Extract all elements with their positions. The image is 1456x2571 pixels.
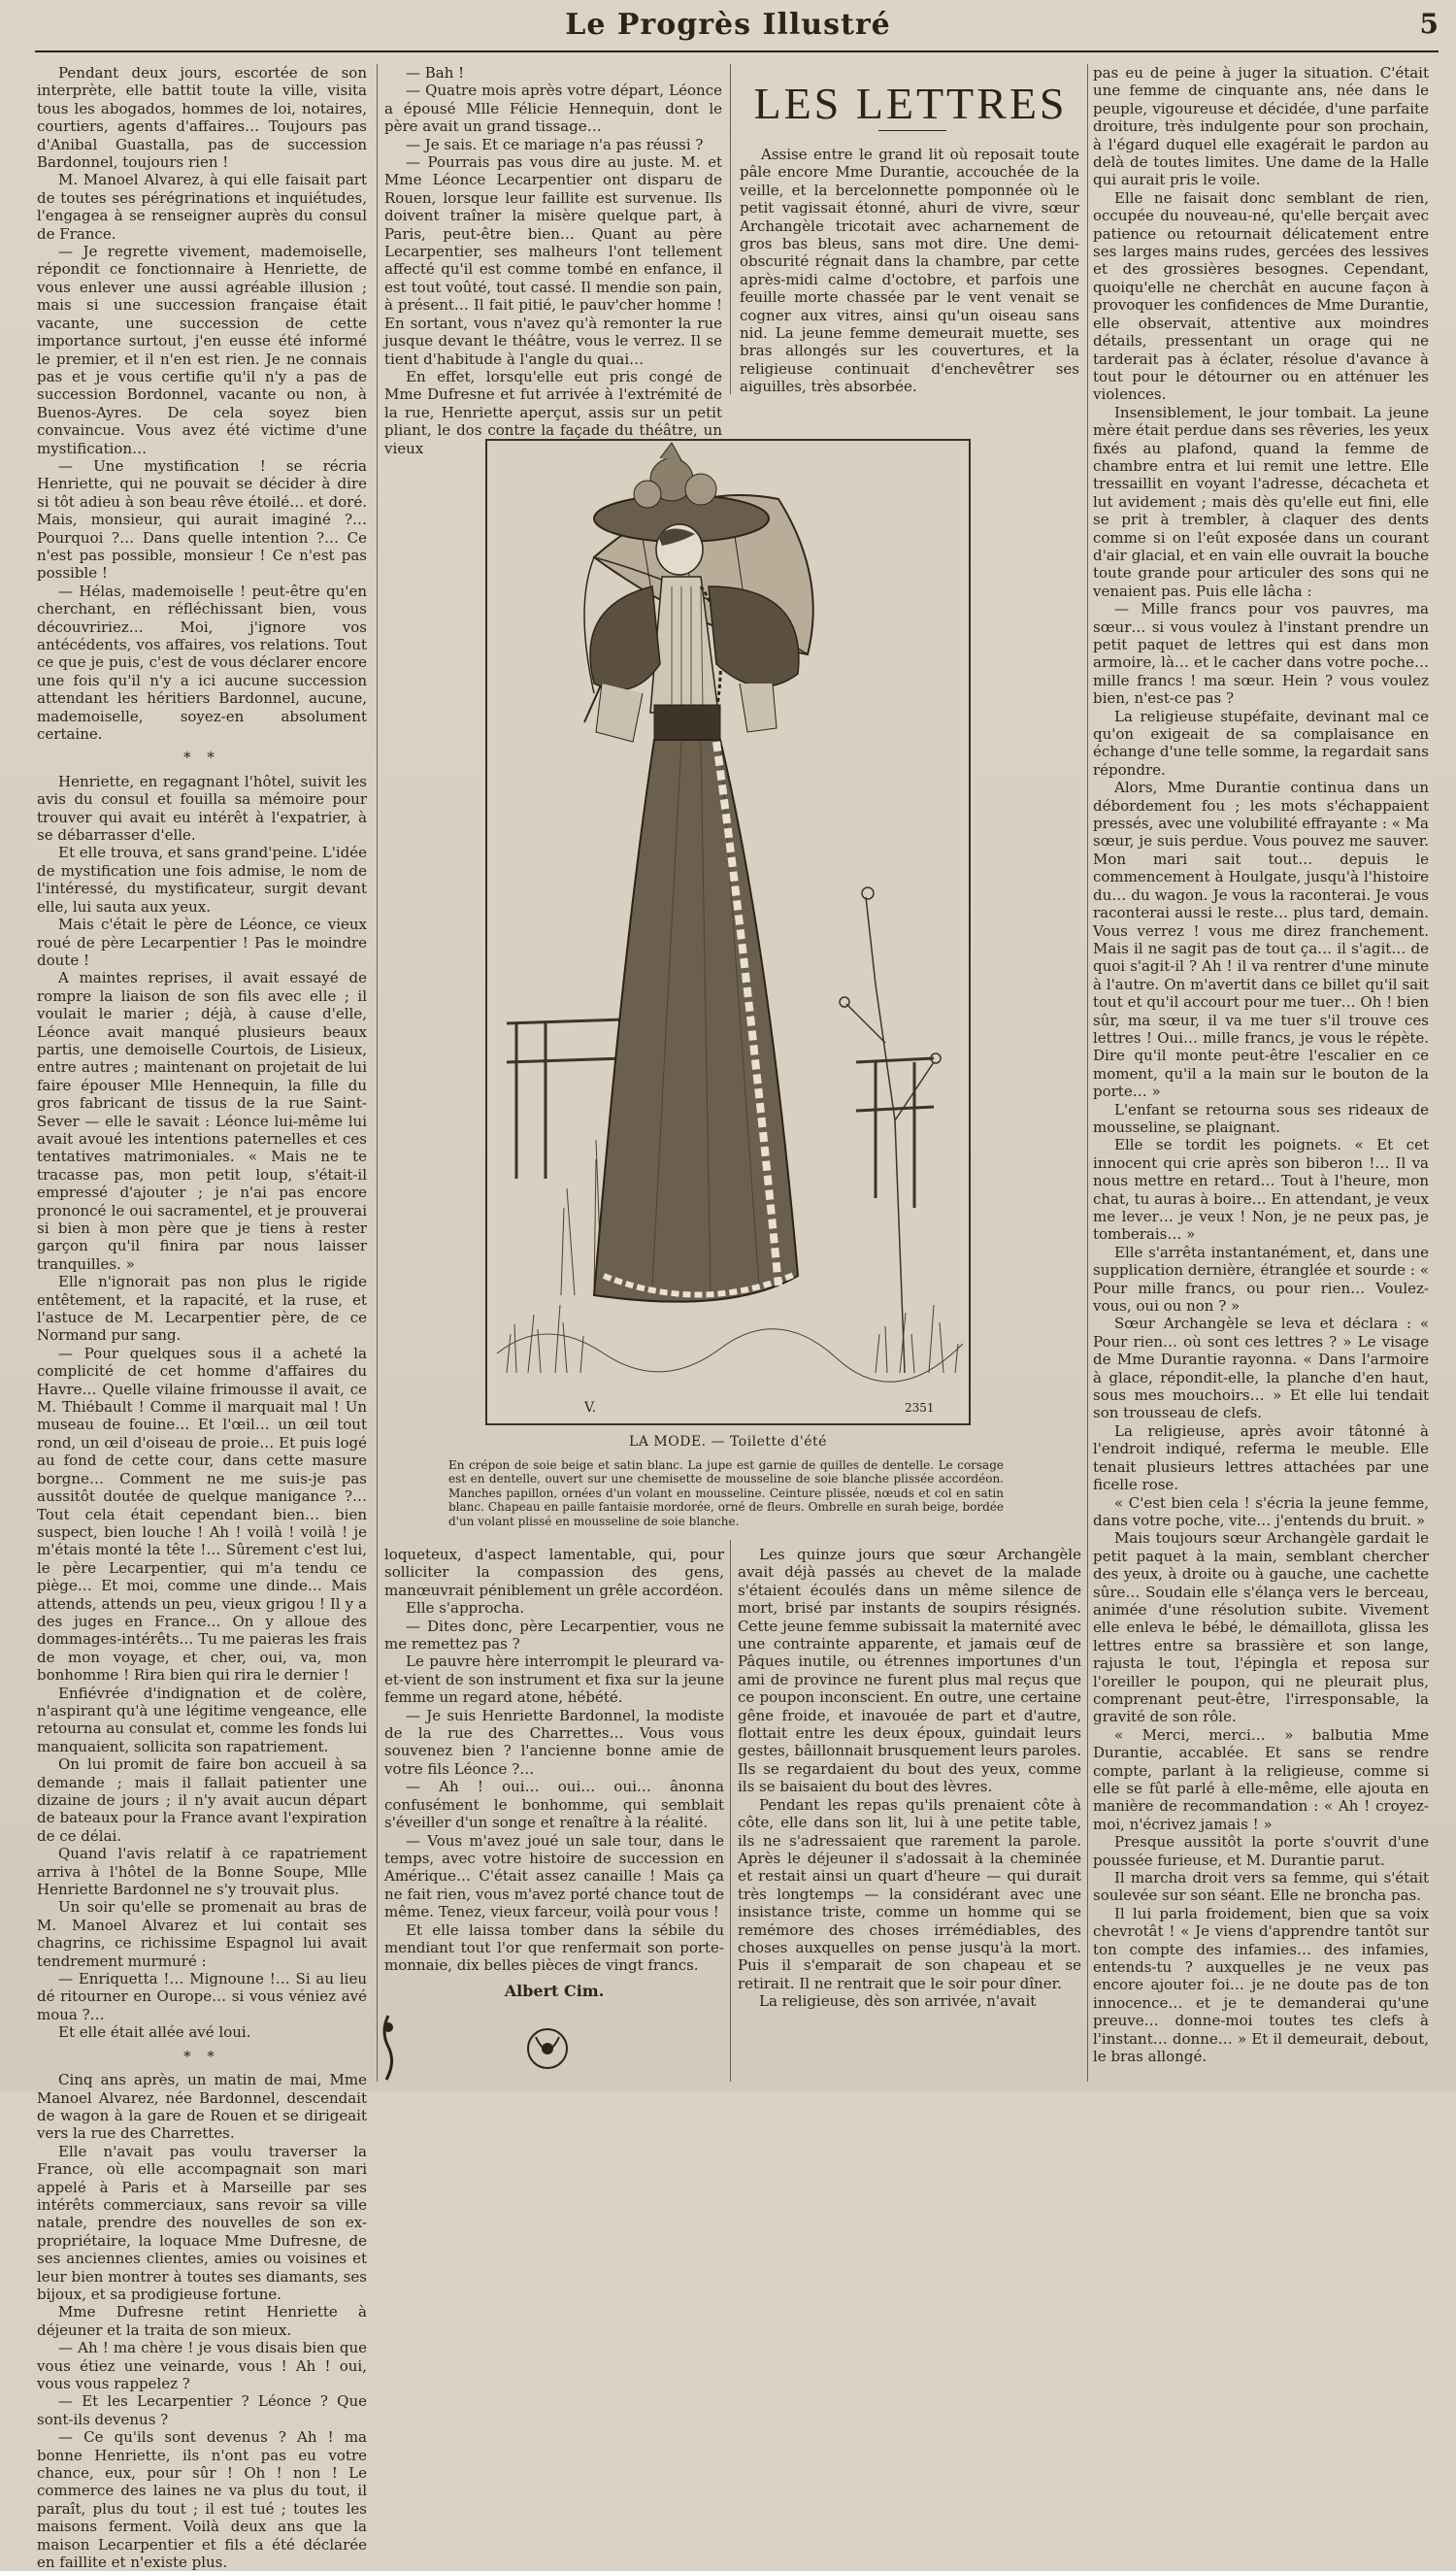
column-2-top (384, 64, 722, 457)
paragraph: On lui promit de faire bon accueil à sa demande ; mais il fallait patienter une dizaine de jours ; il n'y avait aucun départ de bateaux pour la France avant l'expiration de ce délai. (37, 1755, 367, 1845)
paragraph: A maintes reprises, il avait essayé de rompre la liaison de son fils avec elle ; il voulait le marier ; déjà, à cause d'elle, Léonce avait manqué plusieurs beaux partis, une demoiselle Courtois, de Lisieux, entre autres ; maintenant on projetait de lui faire épouser Mlle Hennequin, la fille du gros fabricant de tissus de la rue Saint-Sever — elle le savait : Léonce lui-même lui avait avoué les intentions paternelles et ces tentatives matrimoniales. « Mais ne te tracasse pas, mon petit loup, s'était-il empressé d'ajouter ; je n'ai pas encore prononcé le oui sacramentel, et je prouverai si bien à mon père que je tiens à rester garçon qu'il finira par nous laisser tranquilles. » (37, 969, 367, 1273)
paragraph: Et elle laissa tomber dans la sébile du mendiant tout l'or que renfermait son porte-monnaie, dix belles pièces de vingt francs. (384, 1920, 724, 1975)
paragraph: Sœur Archangèle se leva et déclara : « Pour rien… où sont ces lettres ? » Le visage de Mme Durantie rayonna. « Dans l'armoire à glace, répondit-elle, la planche d'en haut, sous mes mouchoirs… » Et elle lui tendait son trousseau de clefs. (1093, 1315, 1429, 1422)
column-2-bottom (384, 1546, 724, 2000)
fashion-illustration (485, 439, 971, 1425)
author-signature: Albert Cim. (504, 1981, 605, 2000)
paragraph: « Merci, merci… » balbutia Mme Durantie, accablée. Et sans se rendre compte, parlant à la religieuse, comme si elle se fût parlé à elle-même, elle ajouta en manière de recommandation : « Ah ! croyez-moi, n'écrivez jamais ! » (1093, 1725, 1429, 1833)
paragraph: — Bah ! (406, 64, 465, 82)
column-divider (730, 1540, 731, 2082)
paragraph: — Dites donc, père Lecarpentier, vous ne me remettez pas ? (384, 1617, 724, 1653)
paragraph: — Ah ! ma chère ! je vous disais bien que vous étiez une veinarde, vous ! Ah ! oui, vous vous rappelez ? (37, 2339, 367, 2392)
paragraph: Enfiévrée d'indignation et de colère, n'aspirant qu'à une légitime vengeance, elle retourna au consulat et, comme les fonds lui manquaient, sollicita son rapatriement. (37, 1684, 367, 1755)
section-separator: * * (183, 749, 220, 767)
section-title: LES LETTRES (753, 79, 1068, 128)
paragraph: Assise entre le grand lit où reposait toute pâle encore Mme Durantie, accouchée de la veille, et la bercelonnette pomponnée où le petit vagissait étonné, ahuri de vivre, sœur Archangèle tricotait avec acharnement de gros bas bleus, sans mot dire. Une demi-obscurité régnait dans la chambre, par cette après-midi calme d'octobre, et parfois une feuille morte chassée par le vent venait se cogner aux vitres, ainsi qu'un oiseau sans nid. La jeune femme demeurait muette, ses bras allongés sur les couvertures, et la religieuse continuait d'enchevêtrer ses aiguilles, très absorbée. (740, 146, 1079, 396)
paragraph: Alors, Mme Durantie continua dans un débordement fou ; les mots s'échappaient pressés, avec une volubilité effrayante : « Ma sœur, je suis perdue. Vous pouvez me sauver. Mon mari sait tout… depuis le commencement à Houlgate, jusqu'à l'histoire du… du wagon. Je vous la raconterai. Je vous raconterai aussi le reste… plus tard, demain. Vous verrez ! vous me direz franchement. Mais il ne sagit pas de tout ça… il s'agit… de quoi s'agit-il ? Ah ! il va rentrer d'une minute à l'autre. On m'avertit dans ce billet qu'il sait tout et qu'il accourt pour me tuer… Oh ! bien sûr, ma sœur, il va me tuer s'il trouve ces lettres ! Oui… mille francs, je vous le répète. Dire qu'il monte peut-être l'escalier en ce moment, qu'il a la main sur le bouton de la porte… » (1093, 779, 1429, 1101)
paragraph: Cinq ans après, un matin de mai, Mme Manoel Alvarez, née Bardonnel, descendait de wagon à la gare de Rouen et se dirigeait vers la rue des Charrettes. (37, 2071, 367, 2143)
column-4 (1093, 64, 1429, 2084)
paragraph: Pendant deux jours, escortée de son interprète, elle battit toute la ville, visita tous les abogados, hommes de loi, notaires, courtiers, agents d'affaires… Toujours pas d'Anibal Guastalla, pas de succession Bardonnel, toujours rien ! (37, 64, 367, 172)
column-3-bottom (738, 1546, 1081, 2086)
paragraph: Mme Dufresne retint Henriette à déjeuner et la traita de son mieux. (37, 2303, 367, 2339)
woman-head (656, 524, 703, 575)
paragraph: Henriette, en regagnant l'hôtel, suivit les avis du consul et fouilla sa mémoire pour trouver qui avait eu intérêt à l'expatrier, à se débarrasser d'elle. (37, 772, 367, 845)
paragraph: Il lui parla froidement, bien que sa voix chevrotât ! « Je viens d'apprendre tantôt sur ton compte des infamies… des infamies, entends-tu ? auxquelles je ne veux pas encore ajouter foi… je ne doute pas de ton innocence… et je te demanderai qu'une preuve… donne-moi toutes tes clefs à l'instant… donne… » Et il demeurait, debout, le bras allongé. (1093, 1904, 1429, 2066)
paragraph: Presque aussitôt la porte s'ouvrit d'une poussée furieuse, et M. Durantie parut. (1093, 1833, 1429, 1869)
engraver-signature: V. (584, 1400, 597, 1416)
illustration-caption-text: En crépon de soie beige et satin blanc. La jupe est garnie de quilles de dentelle. Le corsage est en dentelle, ouvert sur une chemisette de mousseline de soie blanche plissée accordéon. Manches papillon, ornées d'un volant en mousseline. Ceinture plissée, nœuds et col en satin blanc. Chapeau en paille fantaisie mordorée, orné de fleurs. Ombrelle en surah beige, bordée d'un volant plissé en mousseline de soie blanche. (448, 1458, 1004, 1528)
title-rule (878, 130, 946, 131)
paragraph: La religieuse stupéfaite, devinant mal ce qu'on exigeait de sa complaisance en échange d'une telle somme, la regardait sans répondre. (1093, 707, 1429, 779)
paragraph: Elle s'approcha. (406, 1599, 525, 1618)
page-header (0, 0, 1456, 60)
paragraph: Le pauvre hère interrompit le pleurard va-et-vient de son instrument et fixa sur la jeune femme un regard atone, hébété. (384, 1653, 724, 1707)
paragraph: En effet, lorsqu'elle eut pris congé de Mme Dufresne et fut arrivée à l'extrémité de la rue, Henriette aperçut, assis sur un petit pliant, le dos contre la façade du théâtre, un vieux (384, 367, 722, 457)
ornament-icon (522, 2020, 573, 2078)
newspaper-title: Le Progrès Illustré (565, 8, 891, 42)
paragraph: Pendant les repas qu'ils prenaient côte à côte, elle dans son lit, lui à une petite table, ils ne s'adressaient que rarement la parole. Après le déjeuner il s'adossait à la cheminée et restait ainsi un quart d'heure — qui durait très longtemps — la considérant avec une insistance triste, comme un homme qui se remémore des choses irrémédiables, des choses auxquelles on pense jusqu'à la mort. Puis il s'emparait de son chapeau et se retirait. Il ne rentrait que le soir pour dîner. (738, 1795, 1081, 1992)
paragraph: Elle ne faisait donc semblant de rien, occupée du nouveau-né, qu'elle berçait avec patience ou retournait délicatement entre ses larges mains rudes, gercées des lessives et des grossières besognes. Cependant, quoiqu'elle ne cherchât en aucune façon à provoquer les confidences de Mme Durantie, elle observait, attentive aux moindres détails, pressentant un orage qui ne tarderait pas à éclater, résolue d'avance à tout pour le détourner ou en atténuer les violences. (1093, 188, 1429, 404)
belt (654, 705, 720, 740)
paragraph: — Et les Lecarpentier ? Léonce ? Que sont-ils devenus ? (37, 2392, 367, 2428)
paragraph: Les quinze jours que sœur Archangèle avait déjà passés au chevet de la malade s'étaient écoulés dans un même silence de mort, brisé par instants de soupirs résignés. Cette jeune femme subissait la maternité avec une contrainte apparente, et jamais œuf de Pâques inutile, ou étrennes importunes d'un ami de province ne furent plus mal reçus que ce poupon inconscient. En outre, une certaine gêne froide, et inavouée de part et d'autre, flottait entre les deux époux, guindait leurs gestes, bâillonnait brusquement leurs paroles. Ils se regardaient du bout des yeux, comme ils se baisaient du bout des lèvres. (738, 1546, 1081, 1796)
paragraph: Insensiblement, le jour tombait. La jeune mère était perdue dans ses rêveries, les yeux fixés au plafond, quand la femme de chambre entra et lui remit une lettre. Elle tressaillit en voyant l'adresse, décacheta et lut avidement ; mais dès qu'elle eut fini, elle se prit à trembler, à claquer des dents comme si on l'eût exposée dans un courant d'air glacial, et en vain elle ouvrait la bouche toute grande pour articuler des sons qui ne venaient pas. Puis elle lâcha : (1093, 403, 1429, 600)
paragraph: Mais toujours sœur Archangèle gardait le petit paquet à la main, semblant chercher des yeux, à droite ou à gauche, une cachette sûre… Soudain elle s'élança vers le berceau, animée d'une résolution subite. Vivement elle enleva le bébé, le démaillota, glissa les lettres entre sa brassière et son lange, rajusta le tout, l'épingla et reposa sur l'oreiller le poupon, qui ne pleurait plus, comprenant peut-être, l'irresponsable, la gravité de son rôle. (1093, 1529, 1429, 1726)
paragraph: Il marcha droit vers sa femme, qui s'était soulevée sur son séant. Elle ne broncha pas. (1093, 1869, 1429, 1905)
paragraph: — Pourrais pas vous dire au juste. M. et Mme Léonce Lecarpentier ont disparu de Rouen, lorsque leur faillite est survenue. Ils doivent traîner la misère quelque part, à Paris, peut-être bien… Quant au père Lecarpentier, ses malheurs l'ont tellement affecté qu'il est comme tombé en enfance, il est tout voûté, tout cassé. Il mendie son pain, à présent… Il fait pitié, le pauv'cher homme ! En sortant, vous n'avez qu'à remonter la rue jusque devant le théâtre, vous le verrez. Il se tient d'habitude à l'angle du quai… (384, 153, 722, 368)
paragraph: — Ce qu'ils sont devenus ? Ah ! ma bonne Henriette, ils n'ont pas eu votre chance, eux, pour sûr ! Oh ! non ! Le commerce des laines ne va plus du tout, il paraît, plus du tout ; il est tué ; toutes les maisons ferment. Voilà deux ans que la maison Lecarpentier et fils a été déclarée en faillite et n'existe plus. (37, 2428, 367, 2571)
paragraph: — Quatre mois après votre départ, Léonce a épousé Mlle Félicie Hennequin, dont le père avait un grand tissage… (384, 82, 722, 136)
paragraph: Et elle était allée avé loui. (58, 2023, 251, 2042)
paragraph: pas eu de peine à juger la situation. C'était une femme de cinquante ans, née dans le peuple, vigoureuse et décidée, d'une parfaite droiture, très indulgente pour son prochain, à l'égard duquel elle exagérait le pardon au delà de toutes limites. Une dame de la Halle qui aurait pris le voile. (1093, 64, 1429, 189)
paragraph: — Pour quelques sous il a acheté la complicité de cet homme d'affaires du Havre… Quelle vilaine frimousse il avait, ce M. Thiébault ! Comme il marquait mal ! Un museau de fouine… Et l'œil… un œil tout rond, un œil d'oiseau de proie… Et puis logé au fond de cette cour, dans cette masure borgne… Comment ne me suis-je pas aussitôt doutée de quelque manigance ?… Tout cela était cependant bien… bien suspect, bien louche ! Ah ! voilà ! voilà ! je m'étais monté la tête !… Sûrement c'est lui, le père Lecarpentier, qui m'a tendu ce piège… Et moi, comme une dinde… Mais attends, attends un peu, vieux grigou ! Il y a des juges en France… On y alloue des dommages-intérêts… Tu me paieras les frais de mon voyage, et cher, oui, va, mon bonhomme ! Rira bien qui rira le dernier ! (37, 1344, 367, 1685)
illustration-caption-title: LA MODE. — Toilette d'été (629, 1434, 827, 1450)
paragraph: Elle n'ignorait pas non plus le rigide entêtement, et la rapacité, et la ruse, et l'astuce de M. Lecarpentier père, de ce Normand pur sang. (37, 1273, 367, 1345)
paragraph: Mais c'était le père de Léonce, ce vieux roué de père Lecarpentier ! Pas le moindre doute ! (37, 916, 367, 969)
column-divider (730, 64, 731, 394)
column-divider (1087, 64, 1088, 2082)
paragraph: — Vous m'avez joué un sale tour, dans le temps, avec votre histoire de succession en Amérique… C'était assez canaille ! Mais ça ne fait rien, vous m'avez porté chance tout de même. Tenez, vieux farceur, voilà pour vous ! (384, 1831, 724, 1921)
paragraph: — Je sais. Et ce mariage n'a pas réussi ? (406, 135, 704, 153)
column-divider (377, 64, 378, 2082)
paragraph: — Je regrette vivement, mademoiselle, répondit ce fonctionnaire à Henriette, de vous enlever une aussi agréable illusion ; mais si une succession française était vacante, une succession de cette importance surtout, j'en eusse été informé le premier, et il n'en est rien. Je ne connais pas et je vous certifie qu'il n'y a pas de succession Bordonnel, vacante ou non, à Buenos-Ayres. De cela soyez bien convaincue. Vous avez été victime d'une mystification… (37, 243, 367, 457)
column-3-top (740, 146, 1079, 398)
paragraph: Elle n'avait pas voulu traverser la France, où elle accompagnait son mari appelé à Paris et à Marseille par ses intérêts commerciaux, sans revoir sa ville natale, prendre des nouvelles de son ex-propriétaire, la loquace Mme Dufresne, de ses anciennes clientes, amies ou voisines et leur bien montrer à toutes ses diamants, ses bijoux, et sa prodigieuse fortune. (37, 2142, 367, 2303)
paragraph: « C'est bien cela ! s'écria la jeune femme, dans votre poche, vite… j'entends du bruit. » (1093, 1493, 1429, 1529)
engraving-number: 2351 (905, 1401, 935, 1415)
paragraph: Et elle trouva, et sans grand'peine. L'idée de mystification une fois admise, le nom de l'intéressé, du mystificateur, surgit devant elle, lui sauta aux yeux. (37, 844, 367, 916)
paragraph: Quand l'avis relatif à ce rapatriement arriva à l'hôtel de la Bonne Soupe, Mlle Henriette Bardonnel ne s'y trouvait plus. (37, 1845, 367, 1899)
paragraph: La religieuse, dès son arrivée, n'avait (759, 1992, 1037, 2011)
paragraph: — Mille francs pour vos pauvres, ma sœur… si vous voulez à l'instant prendre un petit paquet de lettres qui est dans mon armoire, là… et le cacher dans votre poche… mille francs ! ma sœur. Hein ? vous voulez bien, n'est-ce pas ? (1093, 600, 1429, 708)
printer-mark-icon (371, 2012, 406, 2084)
paragraph: — Ah ! oui… oui… oui… ânonna confusément le bonhomme, qui semblait s'éveiller d'un songe et renaître à la réalité. (384, 1778, 724, 1832)
paragraph: Elle se tordit les poignets. « Et cet innocent qui crie après son biberon !… Il va nous mettre en retard… Tout à l'heure, mon chat, tu auras à boire… En attendant, je veux me lever… je veux ! Non, je ne peux pas, je tomberais… » (1093, 1136, 1429, 1244)
header-divider (35, 50, 1439, 52)
page-number: 5 (1419, 8, 1439, 40)
section-separator: * * (183, 2047, 220, 2065)
paragraph: — Hélas, mademoiselle ! peut-être qu'en cherchant, en réfléchissant bien, vous découvririez… Moi, j'ignore vos antécédents, vos affaires, vos relations. Tout ce que je puis, c'est de vous déclarer encore une fois qu'il n'y a ici aucune succession attendant les héritiers Bardonnel, aucune, mademoiselle, soyez-en absolument certaine. (37, 582, 367, 744)
paragraph: Elle s'arrêta instantanément, et, dans une supplication dernière, étranglée et sourde : « Pour mille francs, ou pour rien… Voulez-vous, oui ou non ? » (1093, 1243, 1429, 1316)
paragraph: loqueteux, d'aspect lamentable, qui, pour solliciter la compassion des gens, manœuvrait péniblement un grêle accordéon. (384, 1546, 724, 1599)
column-1 (37, 64, 367, 2571)
paragraph: La religieuse, après avoir tâtonné à l'endroit indiqué, referma le meuble. Elle tenait plusieurs lettres attachées par une ficelle rose. (1093, 1421, 1429, 1494)
paragraph: — Une mystification ! se récria Henriette, qui ne pouvait se décider à dire si tôt adieu à son beau rêve étoilé… et doré. Mais, monsieur, qui aurait imaginé ?… Pourquoi ?… Dans quelle intention ?… Ce n'est pas possible, monsieur ! Ce n'est pas possible ! (37, 456, 367, 583)
paragraph: — Je suis Henriette Bardonnel, la modiste de la rue des Charrettes… Vous vous souvenez bien ? l'ancienne bonne amie de votre fils Léonce ?… (384, 1706, 724, 1778)
paragraph: — Enriquetta !… Mignoune !… Si au lieu dé ritourner en Ourope… si vous véniez avé moua ?… (37, 1970, 367, 2023)
paragraph: M. Manoel Alvarez, à qui elle faisait part de toutes ses pérégrinations et inquiétudes, l'engagea à se renseigner auprès du consul de France. (37, 171, 367, 243)
paragraph: L'enfant se retourna sous ses rideaux de mousseline, se plaignant. (1093, 1100, 1429, 1136)
paragraph: Un soir qu'elle se promenait au bras de M. Manoel Alvarez et lui contait ses chagrins, ce richissime Espagnol lui avait tendrement murmuré : (37, 1898, 367, 1970)
fashion-engraving (487, 441, 969, 1423)
